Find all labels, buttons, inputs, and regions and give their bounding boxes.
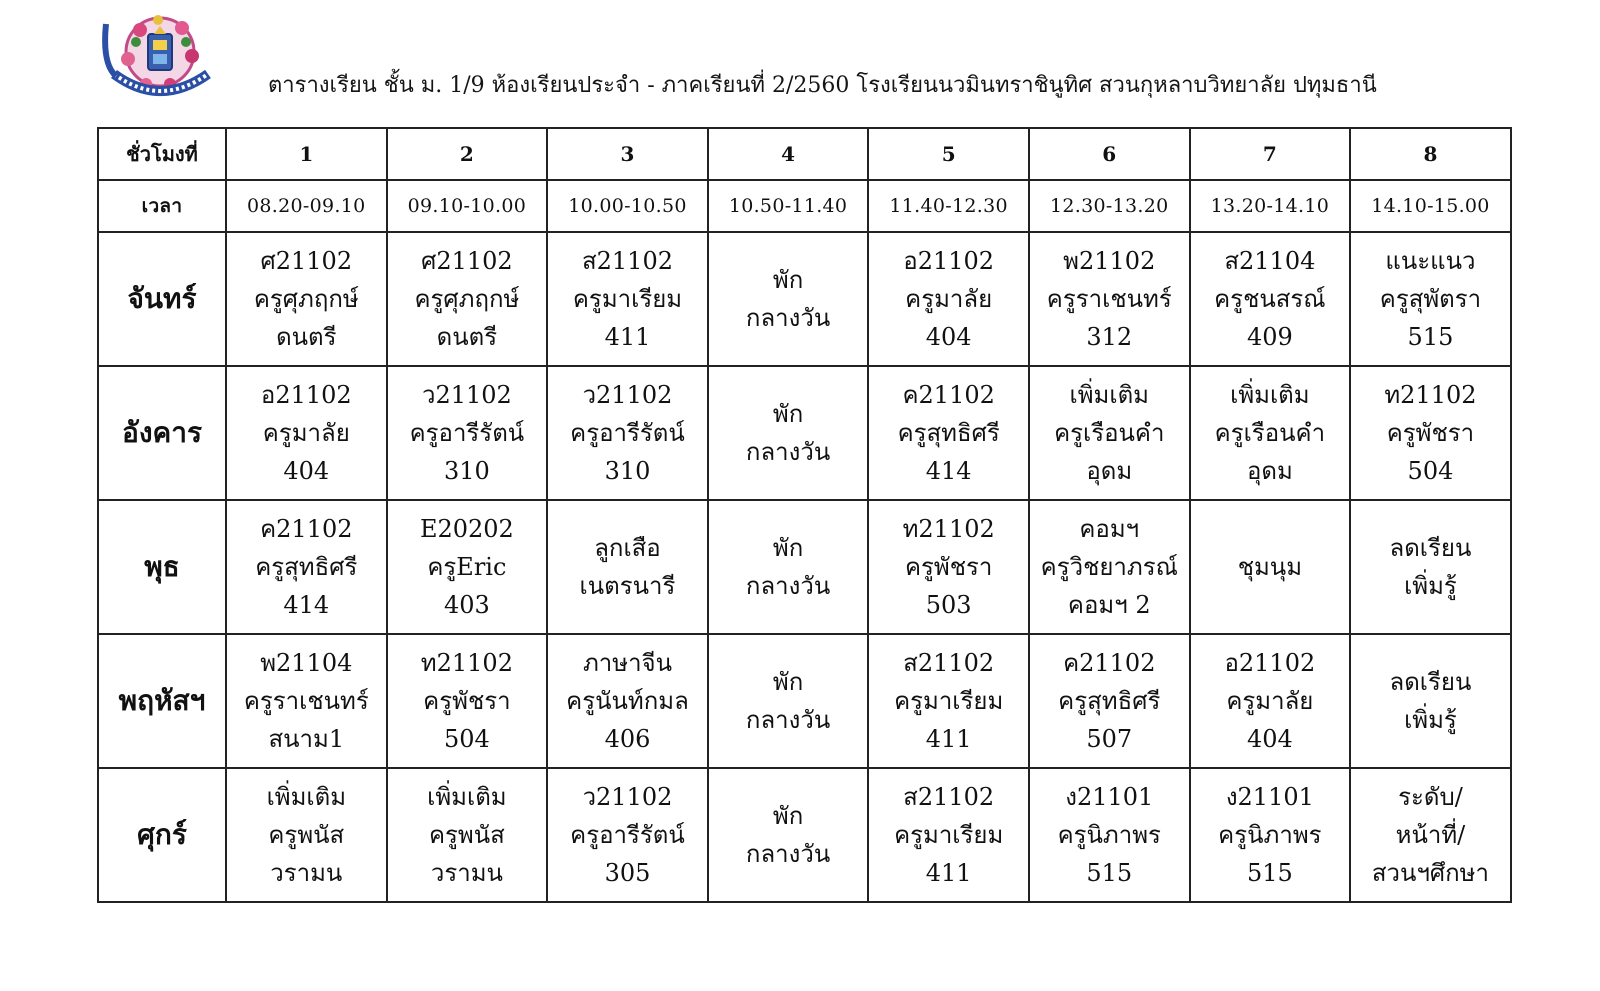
cell-subject: พัก	[772, 266, 804, 294]
period-number: 3	[547, 128, 708, 180]
cell-teacher: ครูมาลัย	[262, 419, 350, 447]
schedule-cell	[1029, 232, 1190, 366]
schedule-cell	[708, 366, 869, 500]
cell-subject: E20202	[419, 515, 514, 543]
cell-subject: เพิ่มเติม	[266, 783, 347, 811]
cell-teacher: เพิ่มรู้	[1404, 572, 1457, 600]
day-label: จันทร์	[98, 232, 226, 366]
schedule-cell	[1190, 634, 1351, 768]
schedule-cell	[387, 500, 548, 634]
cell-subject: ง21101	[1225, 783, 1314, 811]
cell-subject: ค21102	[1063, 649, 1156, 677]
cell-teacher: ครูเรือนคำ	[1214, 419, 1326, 447]
cell-teacher: กลางวัน	[745, 840, 831, 868]
cell-room: 406	[604, 725, 651, 753]
schedule-cell	[1190, 500, 1351, 634]
schedule-cell	[1029, 768, 1190, 902]
day-label: ศุกร์	[98, 768, 226, 902]
schedule-cell	[1029, 366, 1190, 500]
cell-teacher: ครูนิภาพร	[1057, 821, 1161, 849]
cell-subject: เพิ่มเติม	[427, 783, 507, 811]
period-time: 08.20-09.10	[226, 180, 387, 232]
schedule-cell	[868, 500, 1029, 634]
cell-subject: ท21102	[1384, 381, 1477, 409]
cell-room: สนาม1	[268, 725, 345, 753]
school-crest-logo	[100, 4, 220, 114]
cell-subject: พ21102	[1063, 247, 1156, 275]
cell-subject: ค21102	[902, 381, 995, 409]
cell-teacher: ครูสุทธิศรี	[255, 553, 358, 581]
period-time: 13.20-14.10	[1190, 180, 1351, 232]
cell-room: 403	[443, 591, 490, 619]
cell-teacher: ครูสุทธิศรี	[897, 419, 1000, 447]
cell-room: 507	[1086, 725, 1133, 753]
cell-subject: พัก	[772, 534, 804, 562]
period-time: 10.00-10.50	[547, 180, 708, 232]
period-number: 5	[868, 128, 1029, 180]
day-row	[98, 634, 1511, 768]
cell-subject: ภาษาจีน	[582, 649, 673, 677]
cell-teacher: ครูเรือนคำ	[1054, 419, 1165, 447]
cell-room: 310	[443, 457, 490, 485]
schedule-cell	[547, 768, 708, 902]
cell-teacher: กลางวัน	[745, 706, 831, 734]
class-schedule-table	[97, 127, 1512, 903]
cell-room: 310	[604, 457, 651, 485]
cell-subject: ส21104	[1224, 247, 1316, 275]
day-label: พฤหัสฯ	[98, 634, 226, 768]
schedule-cell	[226, 366, 387, 500]
cell-room: 404	[283, 457, 330, 485]
cell-teacher: ครูพัชรา	[1386, 419, 1475, 447]
cell-subject: อ21102	[903, 247, 995, 275]
schedule-cell	[1350, 768, 1511, 902]
schedule-cell	[226, 232, 387, 366]
cell-room: 411	[925, 859, 972, 887]
period-number: 4	[708, 128, 869, 180]
cell-teacher: ครูราเชนทร์	[1046, 285, 1172, 313]
cell-room: 414	[925, 457, 972, 485]
schedule-cell	[547, 366, 708, 500]
period-header-row	[98, 128, 1511, 180]
cell-subject: ส21102	[903, 649, 995, 677]
cell-subject: เพิ่มเติม	[1069, 381, 1149, 409]
schedule-cell	[1190, 366, 1351, 500]
cell-teacher: ครูมาลัย	[1226, 687, 1314, 715]
schedule-cell	[387, 768, 548, 902]
cell-teacher: เพิ่มรู้	[1404, 706, 1457, 734]
time-header-row	[98, 180, 1511, 232]
cell-teacher: ครูราเชนทร์	[243, 687, 369, 715]
cell-teacher: กลางวัน	[745, 438, 831, 466]
schedule-cell	[226, 768, 387, 902]
period-time: 12.30-13.20	[1029, 180, 1190, 232]
cell-teacher: กลางวัน	[745, 572, 831, 600]
cell-subject: อ21102	[1224, 649, 1316, 677]
cell-teacher: ครูศุภฤกษ์	[414, 285, 520, 313]
cell-subject: ลูกเสือ	[594, 534, 661, 562]
cell-room: สวนฯศึกษา	[1371, 859, 1489, 887]
cell-room: วรามน	[270, 859, 343, 887]
day-label: อังคาร	[98, 366, 226, 500]
day-row	[98, 768, 1511, 902]
cell-teacher: ครูพนัส	[268, 821, 345, 849]
cell-room: ดนตรี	[276, 323, 337, 351]
cell-room: ดนตรี	[436, 323, 498, 351]
cell-teacher: กลางวัน	[745, 304, 831, 332]
schedule-cell	[1190, 768, 1351, 902]
cell-teacher: ครูมาลัย	[905, 285, 993, 313]
period-number: 8	[1350, 128, 1511, 180]
cell-teacher: ครูศุภฤกษ์	[253, 285, 359, 313]
schedule-cell	[1350, 500, 1511, 634]
cell-room: 305	[604, 859, 651, 887]
schedule-cell	[708, 768, 869, 902]
schedule-cell	[868, 366, 1029, 500]
cell-room: 504	[1407, 457, 1454, 485]
cell-teacher: ครูมาเรียม	[894, 821, 1004, 849]
cell-subject: แนะแนว	[1385, 247, 1476, 275]
cell-room: 411	[925, 725, 972, 753]
cell-subject: ลดเรียน	[1389, 534, 1472, 562]
cell-subject: เพิ่มเติม	[1230, 381, 1310, 409]
day-label: พุธ	[98, 500, 226, 634]
schedule-cell	[387, 634, 548, 768]
cell-teacher: ครูสุทธิศรี	[1058, 687, 1161, 715]
cell-subject: ศ21102	[260, 247, 353, 275]
cell-subject: ท21102	[902, 515, 995, 543]
school-crest-icon	[100, 4, 220, 114]
schedule-cell	[868, 634, 1029, 768]
cell-subject: ค21102	[260, 515, 353, 543]
cell-subject: พ21104	[260, 649, 353, 677]
schedule-cell	[1350, 232, 1511, 366]
cell-subject: ท21102	[420, 649, 513, 677]
cell-room: 404	[925, 323, 972, 351]
schedule-cell	[708, 500, 869, 634]
page-title: ตารางเรียน ชั้น ม. 1/9 ห้องเรียนประจำ - ภาคเรียนที่ 2/2560 โรงเรียนนวมินทราชินูทิศ สวนกุหลาบวิทยาลัย ปทุมธานี	[268, 73, 1377, 98]
day-row	[98, 500, 1511, 634]
cell-room: 503	[925, 591, 972, 619]
cell-subject: ศ21102	[421, 247, 513, 275]
cell-room: 404	[1246, 725, 1293, 753]
cell-teacher: ครูพัชรา	[904, 553, 993, 581]
cell-teacher: ครูวิชยาภรณ์	[1040, 553, 1178, 581]
cell-subject: ส21102	[903, 783, 995, 811]
cell-subject: ส21102	[581, 247, 673, 275]
cell-room: 414	[283, 591, 330, 619]
schedule-cell	[387, 366, 548, 500]
cell-subject: อ21102	[260, 381, 352, 409]
schedule-cell	[547, 500, 708, 634]
cell-teacher: ครูมาเรียม	[894, 687, 1004, 715]
period-number: 7	[1190, 128, 1351, 180]
cell-teacher: เนตรนารี	[579, 572, 676, 600]
schedule-cell	[1029, 634, 1190, 768]
cell-teacher: ครูนิภาพร	[1218, 821, 1322, 849]
cell-teacher: ครูมาเรียม	[572, 285, 683, 313]
schedule-cell	[547, 634, 708, 768]
cell-subject: ระดับ/	[1398, 783, 1463, 811]
cell-room: 515	[1407, 323, 1454, 351]
cell-subject: ลดเรียน	[1389, 668, 1472, 696]
cell-room: 409	[1246, 323, 1293, 351]
cell-room: 411	[604, 323, 651, 351]
cell-subject: ว21102	[582, 381, 673, 409]
cell-teacher: ครูพัชรา	[423, 687, 511, 715]
period-time: 14.10-15.00	[1350, 180, 1511, 232]
cell-room: อุดม	[1086, 457, 1133, 485]
cell-room: อุดม	[1246, 457, 1293, 485]
cell-room: วรามน	[430, 859, 503, 887]
period-number: 1	[226, 128, 387, 180]
cell-subject: ว21102	[421, 381, 512, 409]
cell-room: คอมฯ 2	[1067, 591, 1151, 619]
schedule-cell	[708, 634, 869, 768]
day-row	[98, 232, 1511, 366]
day-row	[98, 366, 1511, 500]
cell-teacher: ครูEric	[427, 553, 507, 581]
period-header-label: ชั่วโมงที่	[98, 128, 226, 180]
cell-teacher: ครูอารีรัตน์	[570, 821, 685, 849]
period-time: 11.40-12.30	[868, 180, 1029, 232]
period-number: 2	[387, 128, 548, 180]
cell-subject: ง21101	[1065, 783, 1154, 811]
schedule-cell	[226, 634, 387, 768]
cell-teacher: หน้าที่/	[1395, 821, 1466, 849]
cell-room: 312	[1086, 323, 1133, 351]
schedule-cell	[1350, 634, 1511, 768]
cell-room: 515	[1246, 859, 1293, 887]
cell-subject: ชุมนุม	[1237, 553, 1303, 581]
cell-teacher: ครูนันท์กมล	[566, 687, 689, 715]
schedule-cell	[1029, 500, 1190, 634]
schedule-cell	[226, 500, 387, 634]
cell-teacher: ครูพนัส	[428, 821, 505, 849]
cell-room: 515	[1086, 859, 1133, 887]
cell-subject: ว21102	[582, 783, 673, 811]
cell-subject: คอมฯ	[1079, 515, 1140, 543]
schedule-cell	[868, 232, 1029, 366]
schedule-cell	[708, 232, 869, 366]
period-time: 10.50-11.40	[708, 180, 869, 232]
cell-room: 504	[443, 725, 490, 753]
schedule-cell	[1350, 366, 1511, 500]
schedule-cell	[1190, 232, 1351, 366]
cell-subject: พัก	[772, 802, 804, 830]
cell-teacher: ครูสุพัตรา	[1379, 285, 1482, 313]
period-number: 6	[1029, 128, 1190, 180]
period-time: 09.10-10.00	[387, 180, 548, 232]
schedule-cell	[868, 768, 1029, 902]
cell-subject: พัก	[772, 668, 804, 696]
cell-teacher: ครูอารีรัตน์	[409, 419, 525, 447]
cell-teacher: ครูอารีรัตน์	[570, 419, 685, 447]
cell-teacher: ครูชนสรณ์	[1214, 285, 1326, 313]
schedule-cell	[387, 232, 548, 366]
time-header-label: เวลา	[98, 180, 226, 232]
schedule-cell	[547, 232, 708, 366]
cell-subject: พัก	[772, 400, 804, 428]
